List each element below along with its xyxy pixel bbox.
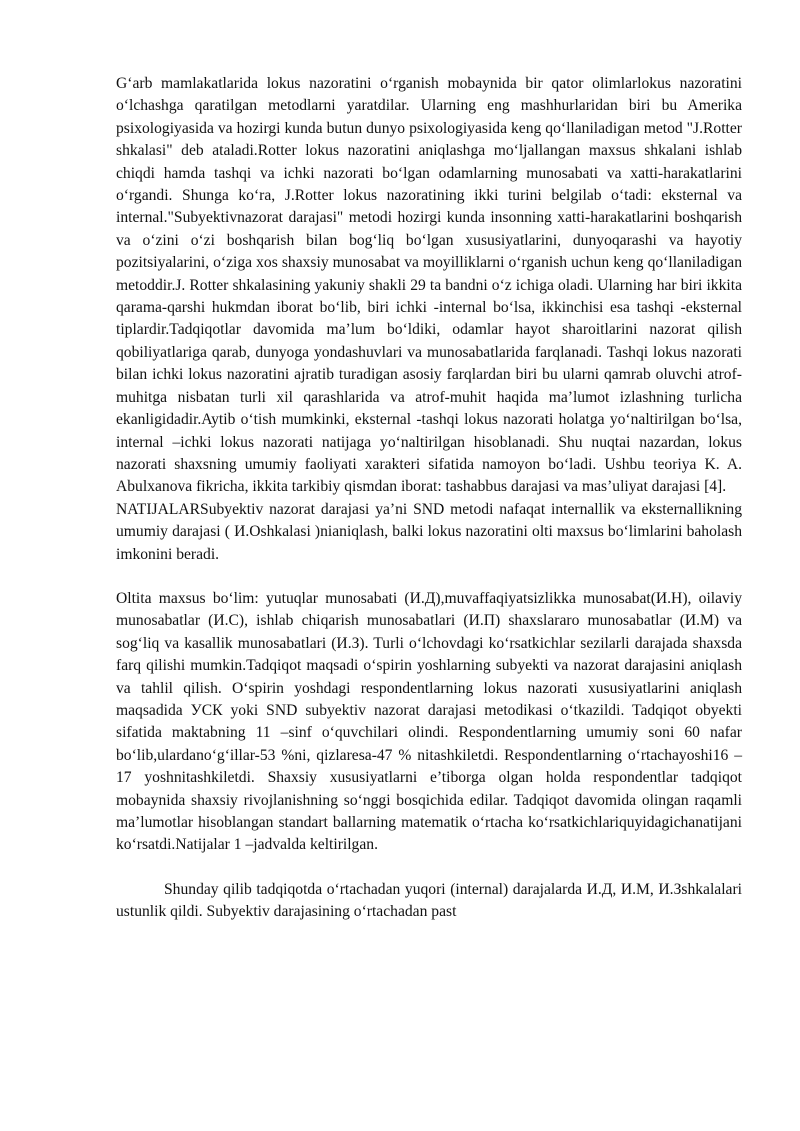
paragraph-spacer [116,857,742,879]
paragraph-spacer [116,566,742,588]
document-page [116,73,742,924]
paragraph-natijalar: NATIJALARSubyektiv nazorat darajasi ya’ni SND metodi nafaqat internallik va eksternallikning umumiy darajasi ( И.Oshkalasi )nianiqlash, balki lokus nazoratini olti maxsus bo‘limlarini baholash imkonini beradi. [116,500,742,563]
paragraph-oltita-bolim: Oltita maxsus bo‘lim: yutuqlar munosabati (И.Д),muvaffaqiyatsizlikka munosabat(И.Н), oilaviy munosabatlar (И.С), ishlab chiqarish munosabatlari (И.П) shaxslararo munosabatlar (И.М) va sog‘liq va kasallik munosabatlari (И.З). Turli o‘lchovdagi ko‘rsatkichlar sezilarli darajada shaxsda farq qilishi mumkin.Tadqiqot maqsadi o‘spirin yoshlarning subyekti va nazorat darajasini aniqlash va tahlil qilish. O‘spirin yoshdagi respondentlarning lokus nazorati xususiyatlarini aniqlash maqsadida УСК yoki SND subyektiv nazorat darajasi metodikasi o‘tkazildi. Tadqiqot obyekti sifatida maktabning 11 –sinf o‘quvchilari olindi. Respondentlarning umumiy soni 60 nafar bo‘lib,ulardano‘g‘illar-53 %ni, qizlaresa-47 % nitashkiletdi. Respondentlarning o‘rtachayoshi16 –17 yoshnitashkiletdi. Shaxsiy xususiyatlarni e’tiborga olgan holda respondentlar tadqiqot mobaynida shaxsiy rivojlanishning so‘nggi bosqichida edilar. Tadqiqot davomida olingan raqamli ma’lumotlar hisoblangan standart ballarning matematik o‘rtacha ko‘rsatkichlariquyidagichanatijani ko‘rsatdi.Natijalar 1 –jadvalda keltirilgan. [116,589,742,854]
paragraph-xulosa: Shunday qilib tadqiqotda o‘rtachadan yuqori (internal) darajalarda И.Д, И.М, И.Зshkalalari ustunlik qildi. Subyektiv darajasining o‘rtachadan past [116,880,742,921]
paragraph-lokus-nazorati: G‘arb mamlakatlarida lokus nazoratini o‘rganish mobaynida bir qator olimlarlokus nazoratini o‘lchashga qaratilgan metodlarni yaratdilar. Ularning eng mashhurlaridan biri bu Amerika psixologiyasida va hozirgi kunda butun dunyo psixologiyasida keng qo‘llaniladigan metod "J.Rotter shkalasi" deb ataladi.Rotter lokus nazoratini aniqlashga mo‘ljallangan maxsus shkalani ishlab chiqdi hamda tashqi va ichki nazorati bo‘lgan odamlarning munosabati va xatti-harakatlarini o‘rgandi. Shunga ko‘ra, J.Rotter lokus nazoratining ikki turini belgilab o‘tadi: eksternal va internal."Subyektivnazorat darajasi" metodi hozirgi kunda insonning xatti-harakatlarini boshqarish va o‘zini o‘zi boshqarish bilan bog‘liq bo‘lgan xususiyatlarini, dunyoqarashi va hayotiy pozitsiyalarini, o‘ziga xos shaxsiy munosabat va moyilliklarni o‘rganish uchun keng qo‘llaniladigan metoddir.J. Rotter shkalasining yakuniy shakli 29 ta bandni o‘z ichiga oladi. Ularning har biri ikkita qarama-qarshi hukmdan iborat bo‘lib, biri ichki -internal bo‘lsa, ikkinchisi esa tashqi -eksternal tiplardir.Tadqiqotlar davomida ma’lum bo‘ldiki, odamlar hayot sharoitlarini nazorat qilish qobiliyatlariga qarab, dunyoga yondashuvlari va munosabatlarida farqlanadi. Tashqi lokus nazorati bilan ichki lokus nazoratini ajratib turadigan asosiy farqlardan biri bu ularni qamrab oluvchi atrof-muhitga nisbatan turli xil qarashlarida va atrof-muhit haqida ma’lumot izlashning turlicha ekanligidadir.Aytib o‘tish mumkinki, eksternal -tashqi lokus nazorati holatga yo‘naltirilgan bo‘lsa, internal –ichki lokus nazorati natijaga yo‘naltirilgan hisoblanadi. Shu nuqtai nazardan, lokus nazorati shaxsning umumiy faoliyati xarakteri sifatida namoyon bo‘ladi. Ushbu teoriya K. A. Abulxanova fikricha, ikkita tarkibiy qismdan iborat: tashabbus darajasi va mas’uliyat darajasi [4]. [116,75,742,496]
